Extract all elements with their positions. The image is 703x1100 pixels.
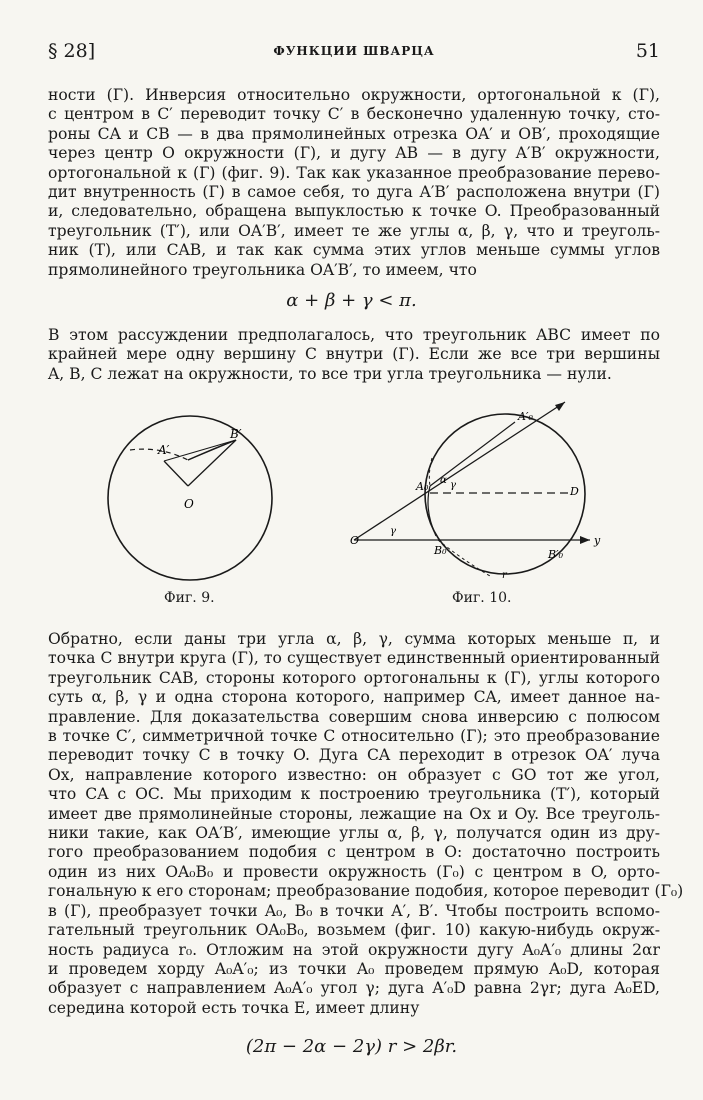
text-line: роны CA и CB — в два прямолинейных отрезка OA′ и OB′, проходящие xyxy=(48,124,660,143)
text-line: середина которой есть точка E, имеет длину xyxy=(48,998,420,1017)
text-line: крайней мере одну вершину C внутри (Г). Если же все три вершины xyxy=(48,345,660,364)
page-header xyxy=(48,40,660,68)
text-line: ности (Г). Инверсия относительно окружности, ортогональной к (Г), xyxy=(48,86,660,104)
text-line: Ox, направление которого известно: он образует с GO тот же угол, xyxy=(48,765,660,784)
text-line: ник (T), или CAB, и так как сумма этих углов меньше суммы углов xyxy=(48,241,660,260)
label-y: y xyxy=(594,534,601,547)
text-line: ортогональной к (Г) (фиг. 9). Так как указанное преобразование перево- xyxy=(48,163,660,182)
page-number: 51 xyxy=(635,40,660,62)
label-gamma: γ xyxy=(390,526,396,537)
text-line: имеет две прямолинейные стороны, лежащие на Ox и Oy. Все треуголь- xyxy=(48,804,660,823)
formula-arc-length: (2π − 2α − 2γ) r > 2βr. xyxy=(245,1036,458,1057)
text-line: в (Г), преобразует точки A₀, B₀ в точки A′, B′. Чтобы построить вспомо- xyxy=(48,901,660,920)
text-line: и, следовательно, обращена выпуклостью к точке O. Преобразованный xyxy=(48,202,660,221)
label-d: D xyxy=(570,485,579,498)
label-a-prime: A′ xyxy=(158,443,170,457)
formula-angle-sum: α + β + γ < π. xyxy=(286,290,417,311)
side-oa xyxy=(164,461,188,486)
label-r: r xyxy=(502,570,507,581)
paragraph-3 xyxy=(48,630,684,1018)
text-line: точка C внутри круга (Г), то существует единственный ориентированный xyxy=(48,649,660,668)
text-line: правление. Для доказательства совершим снова инверсию с полюсом xyxy=(48,707,660,726)
text-line: что CA с OC. Мы приходим к построению треугольника (T′), который xyxy=(48,785,660,804)
figure-10-caption: Фиг. 10. xyxy=(452,590,512,606)
text-line: переводит точку C в точку O. Дуга CA переходит в отрезок OA′ луча xyxy=(48,746,660,765)
text-line: A, B, C лежат на окружности, то все три угла треугольника — нули. xyxy=(48,364,612,383)
text-line: гательный треугольник OA₀B₀, возьмем (фиг. 10) какую-нибудь окруж- xyxy=(48,921,660,940)
text-line: ники такие, как OA′B′, имеющие углы α, β, γ, получатся один из дру- xyxy=(48,824,660,843)
ray-oy-arrow xyxy=(580,536,590,544)
text-line: Обратно, если даны три угла α, β, γ, сумма которых меньше π, и xyxy=(48,630,660,648)
text-line: суть α, β, γ и одна сторона которого, например CA, имеет данное на- xyxy=(48,688,660,707)
label-a0: A₀ xyxy=(416,480,429,493)
text-line: образует с направлением A₀A′₀ угол γ; дуга A′₀D равна 2γr; дуга A₀ED, xyxy=(48,979,660,998)
running-title: ФУНКЦИИ ШВАРЦА xyxy=(273,44,435,58)
figure-9-diagram xyxy=(100,408,300,588)
figure-9-caption: Фиг. 9. xyxy=(164,590,215,606)
text-line: один из них OA₀B₀ и провести окружность (Г₀) с центром в O, орто- xyxy=(48,862,660,881)
text-line: ность радиуса r₀. Отложим на этой окружности дугу A₀A′₀ длины 2αr xyxy=(48,940,660,959)
ray-ox xyxy=(354,402,565,540)
text-line: В этом рассуждении предполагалось, что треугольник ABC имеет по xyxy=(48,326,660,344)
text-line: гональную к его сторонам; преобразование подобия, которое переводит (Г₀) xyxy=(48,882,684,901)
text-line: прямолинейного треугольника OA′B′, то имеем, что xyxy=(48,260,477,279)
text-line: в точке C′, симметричной точке C относительно (Г); это преобразование xyxy=(48,727,660,746)
paragraph-2 xyxy=(48,326,660,384)
label-b0: B₀ xyxy=(434,544,447,557)
label-gamma-top: γ xyxy=(450,480,456,491)
section-number: § 28] xyxy=(48,40,96,62)
text-line: гого преобразованием подобия с центром в O: достаточно построить xyxy=(48,843,660,862)
label-alpha: α xyxy=(440,475,447,486)
paragraph-1 xyxy=(48,86,660,280)
text-line: треугольник (T′), или OA′B′, имеет те же углы α, β, γ, что и треуголь- xyxy=(48,221,660,240)
text-line: с центром в C′ переводит точку C′ в бесконечно удаленную точку, сто- xyxy=(48,105,660,124)
label-b-prime: B′ xyxy=(230,427,242,441)
text-line: через центр O окружности (Г), и дугу AB — в дугу A′B′ окружности, xyxy=(48,144,660,163)
label-o: O xyxy=(184,497,194,511)
chord-a-b xyxy=(188,440,236,460)
text-line: и проведем хорду A₀A′₀; из точки A₀ проведем прямую A₀D, которая xyxy=(48,959,660,978)
text-line: треугольник CAB, стороны которого ортогональны к (Г), углы которого xyxy=(48,668,660,687)
figure-10-diagram xyxy=(350,398,620,588)
label-o: O xyxy=(350,534,360,547)
text-line: дит внутренность (Г) в самое себя, то дуга A′B′ расположена внутри (Г) xyxy=(48,183,660,202)
label-b0-prime: B′₀ xyxy=(548,548,563,561)
ray-arrow xyxy=(555,402,565,411)
label-a0-prime: A′₀ xyxy=(518,410,533,423)
